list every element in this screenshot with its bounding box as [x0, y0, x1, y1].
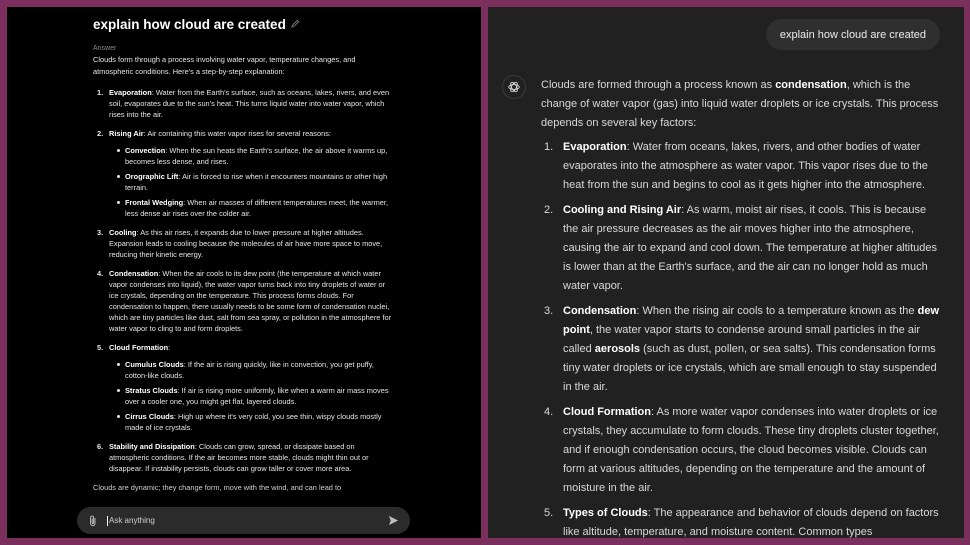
- list-item: 2. Rising Air: Air containing this water vapor rises for several reasons: Convection: When the sun heats the Earth's surface, the air above it warms up, becomes less dense, and rises. Orographic Lift: Air is forced to rise when it encounters mountains or other high terrain. Frontal Wedging: When air masses of different temperatures meet, the warmer, less dense air rises over the colder air.: [93, 128, 393, 219]
- left-answer-content: [93, 17, 393, 493]
- left-chat-panel: [7, 7, 481, 538]
- answer-label: Answer: [93, 45, 117, 52]
- pencil-icon[interactable]: [291, 19, 300, 31]
- list-item: 3. Cooling: As this air rises, it expands due to lower pressure at higher altitudes. Expansion leads to cooling because the molecules of air have more space to move, reducing their kinetic energy.: [97, 227, 383, 259]
- list-item: 4. Condensation: When the air cools to its dew point (the temperature at which water vapor condenses into liquid), the water vapor turns back into tiny droplets of water or ice crystals, depending on the temperature. This process forms clouds. For condensation to happen, there usually needs to be some form of condensation nuclei, which are tiny particles like dust, salt from sea spray, or pollution in the atmosphere for water vapor to cling to and form droplets.: [97, 268, 392, 333]
- answer-intro: Clouds form through a process involving water vapor, temperature changes, and atmospheric conditions. Here's a step-by-step explanation:: [93, 55, 356, 76]
- list-item: 3. Condensation: When the rising air cools to a temperature known as the dew point, the water vapor starts to condense around small particles in the air called aerosols (such as dust, pollen, or sea salts). This condensation forms tiny water droplets or ice crystals, which are small enough to stay suspended in the air.: [544, 305, 940, 393]
- list-item: 6. Stability and Dissipation: Clouds can grow, spread, or dissipate based on atmospheric conditions. If the air becomes more stable, clouds might thin out or disappear. If instability persists, clouds can grow taller or cover more area.: [97, 441, 369, 473]
- sub-list-item: Frontal Wedging: When air masses of different temperatures meet, the warmer, less dense air rises over the colder air.: [109, 197, 393, 219]
- list-item: 1. Evaporation: Water from the Earth's surface, such as oceans, lakes, rivers, and even soil, evaporates due to the sun's heat. This turns liquid water into water vapor, which rises into the air.: [97, 87, 390, 119]
- answer-steps-list: [93, 87, 393, 474]
- sub-list: [109, 145, 393, 219]
- list-item: 5. Types of Clouds: The appearance and behavior of clouds depend on factors like altitude, temperature, and moisture content. Common types: [544, 507, 939, 538]
- chatgpt-logo-icon: [502, 75, 526, 99]
- sub-list-item: Cumulus Clouds: If the air is rising quickly, like in convection, you get puffy, cotton-like clouds.: [109, 359, 393, 381]
- assistant-answer-content: [541, 76, 943, 538]
- user-message-bubble: explain how cloud are created: [766, 19, 940, 50]
- answer-outro: Clouds are dynamic; they change form, move with the wind, and can lead to: [93, 482, 342, 492]
- sub-list-item: Orographic Lift: Air is forced to rise when it encounters mountains or other high terrain.: [109, 171, 393, 193]
- query-title: explain how cloud are created: [93, 17, 286, 32]
- list-item: 1. Evaporation: Water from oceans, lakes, rivers, and other bodies of water evaporates into the atmosphere as water vapor. This vapor rises due to the heat from the sun and begins to cool as it gets higher into the atmosphere.: [544, 141, 928, 191]
- list-item: 4. Cloud Formation: As more water vapor condenses into water droplets or ice crystals, they accumulate to form clouds. These tiny droplets cluster together, and if enough condensation occurs, the cloud becomes visible. Clouds can form at various altitudes, depending on the temperature and the amount of moisture in the air.: [544, 406, 939, 494]
- sub-list: [109, 359, 393, 433]
- sub-list-item: Cirrus Clouds: High up where it's very cold, you see thin, wispy clouds mostly made of ice crystals.: [109, 411, 393, 433]
- right-chat-panel: [488, 7, 964, 538]
- list-item: 5. Cloud Formation: Cumulus Clouds: If the air is rising quickly, like in convection, you get puffy, cotton-like clouds. Stratus Clouds: If air is rising more uniformly, like when a warm air mass moves over a cooler one, you might get flat, layered clouds. Cirrus Clouds: High up where it's very cold, you see thin, wispy clouds mostly made of ice crystals.: [93, 342, 393, 433]
- send-icon[interactable]: [386, 514, 400, 528]
- answer-intro: Clouds are formed through a process known as condensation, which is the change of water vapor (gas) into liquid water droplets or ice crystals. This process depends on several key factors:: [541, 79, 939, 129]
- list-item: 2. Cooling and Rising Air: As warm, moist air rises, it cools. This is because the air pressure decreases as the air moves higher into the atmosphere, causing the air to expand and cool down. The temperature at higher altitudes is lower than at the Earth's surface, and the air can no longer hold as much water vapor.: [544, 204, 938, 292]
- ask-anything-input[interactable]: Ask anything: [109, 515, 155, 525]
- sub-list-item: Convection: When the sun heats the Earth's surface, the air above it warms up, becomes less dense, and rises.: [109, 145, 393, 167]
- chat-input-bar[interactable]: [77, 507, 410, 534]
- page-title: [93, 17, 393, 32]
- sub-list-item: Stratus Clouds: If air is rising more uniformly, like when a warm air mass moves over a cooler one, you might get flat, layered clouds.: [109, 385, 393, 407]
- answer-steps-list: [541, 138, 943, 538]
- attach-icon[interactable]: [87, 515, 99, 527]
